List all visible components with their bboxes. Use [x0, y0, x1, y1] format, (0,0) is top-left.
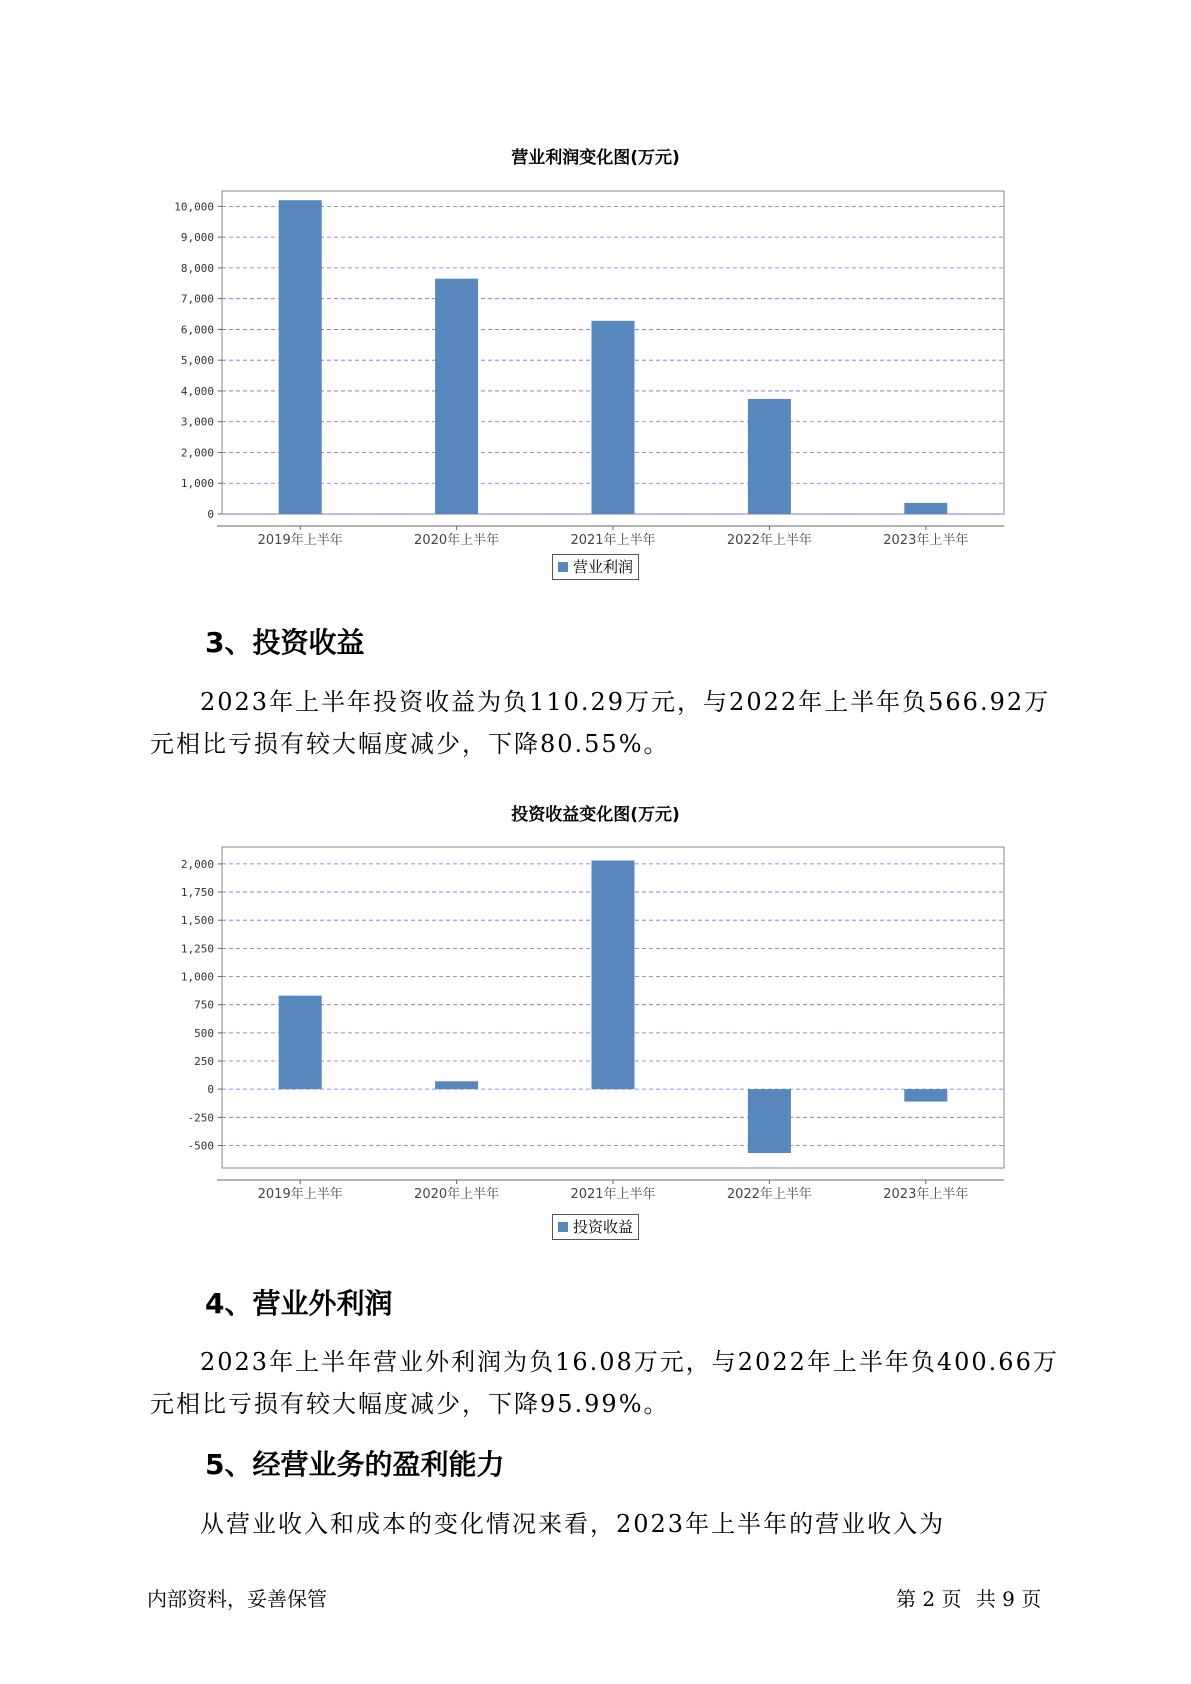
- x-tick-label: 2022年上半年: [726, 533, 812, 548]
- y-tick-label: 1,250: [180, 942, 214, 956]
- section-5-heading: 5、经营业务的盈利能力: [205, 1448, 505, 1481]
- x-tick-label: 2019年上半年: [257, 1187, 343, 1202]
- y-tick-label: 5,000: [180, 354, 214, 368]
- bar: [748, 1089, 791, 1153]
- y-tick-label: 750: [194, 998, 214, 1012]
- bar: [435, 1081, 478, 1089]
- legend-swatch: [558, 1222, 568, 1232]
- investment-chart-title: 投资收益变化图(万元): [511, 805, 680, 825]
- x-tick-label: 2020年上半年: [414, 533, 500, 548]
- footer-total-pages: 共 9 页: [975, 1587, 1042, 1611]
- bar: [592, 321, 635, 514]
- y-tick-label: 250: [194, 1055, 214, 1068]
- y-tick-label: -500: [187, 1139, 214, 1153]
- y-tick-label: 1,750: [180, 886, 214, 900]
- y-tick-label: 2,000: [180, 857, 214, 871]
- profit-chart-legend: [552, 554, 639, 580]
- profit-chart-title: 营业利润变化图(万元): [511, 148, 680, 168]
- bar: [904, 1089, 947, 1101]
- x-tick-label: 2022年上半年: [726, 1187, 812, 1202]
- y-tick-label: 0: [207, 1083, 214, 1097]
- y-tick-label: 8,000: [180, 261, 214, 275]
- legend-label: 投资收益: [573, 1218, 634, 1236]
- profit-chart: [0, 170, 1191, 550]
- y-tick-label: 0: [207, 508, 214, 521]
- y-tick-label: 3,000: [180, 415, 214, 429]
- y-tick-label: 7,000: [180, 292, 214, 306]
- y-tick-label: 500: [194, 1026, 214, 1040]
- x-tick-label: 2019年上半年: [257, 533, 343, 548]
- y-tick-label: 2,000: [180, 446, 214, 460]
- legend-swatch: [558, 562, 568, 572]
- x-tick-label: 2021年上半年: [570, 533, 656, 548]
- bar: [279, 200, 322, 514]
- y-tick-label: 9,000: [180, 231, 214, 245]
- footer-page-info: [896, 1583, 1049, 1612]
- bar: [279, 996, 322, 1089]
- y-tick-label: 1,500: [180, 914, 214, 928]
- bar: [904, 503, 947, 514]
- x-tick-label: 2021年上半年: [570, 1187, 656, 1202]
- y-tick-label: 1,000: [180, 477, 214, 491]
- y-tick-label: 4,000: [180, 384, 214, 398]
- x-tick-label: 2023年上半年: [883, 533, 969, 548]
- footer-page-number: 第 2 页: [896, 1587, 962, 1611]
- legend-label: 营业利润: [573, 558, 634, 576]
- y-tick-label: 10,000: [174, 200, 214, 214]
- section-4-body: 2023年上半年营业外利润为负16.08万元，与2022年上半年负400.66万元相比亏损有较大幅度减少，下降95.99%。: [150, 1348, 1059, 1418]
- x-tick-label: 2020年上半年: [414, 1187, 500, 1202]
- x-tick-label: 2023年上半年: [883, 1187, 969, 1202]
- footer-confidential-note: 内部资料，妥善保管: [147, 1587, 327, 1611]
- bar: [592, 861, 635, 1090]
- bar: [748, 399, 791, 514]
- y-tick-label: -250: [187, 1111, 214, 1125]
- bar: [435, 279, 478, 514]
- section-3-body: 2023年上半年投资收益为负110.29万元，与2022年上半年负566.92万元相比亏损有较大幅度减少，下降80.55%。: [150, 688, 1051, 758]
- investment-chart: [0, 830, 1191, 1210]
- section-3-heading: 3、投资收益: [205, 626, 365, 659]
- section-5-body: 从营业收入和成本的变化情况来看，2023年上半年的营业收入为: [200, 1510, 946, 1538]
- investment-chart-legend: [552, 1214, 639, 1240]
- y-tick-label: 1,000: [180, 970, 214, 984]
- section-4-heading: 4、营业外利润: [205, 1287, 393, 1320]
- y-tick-label: 6,000: [180, 323, 214, 337]
